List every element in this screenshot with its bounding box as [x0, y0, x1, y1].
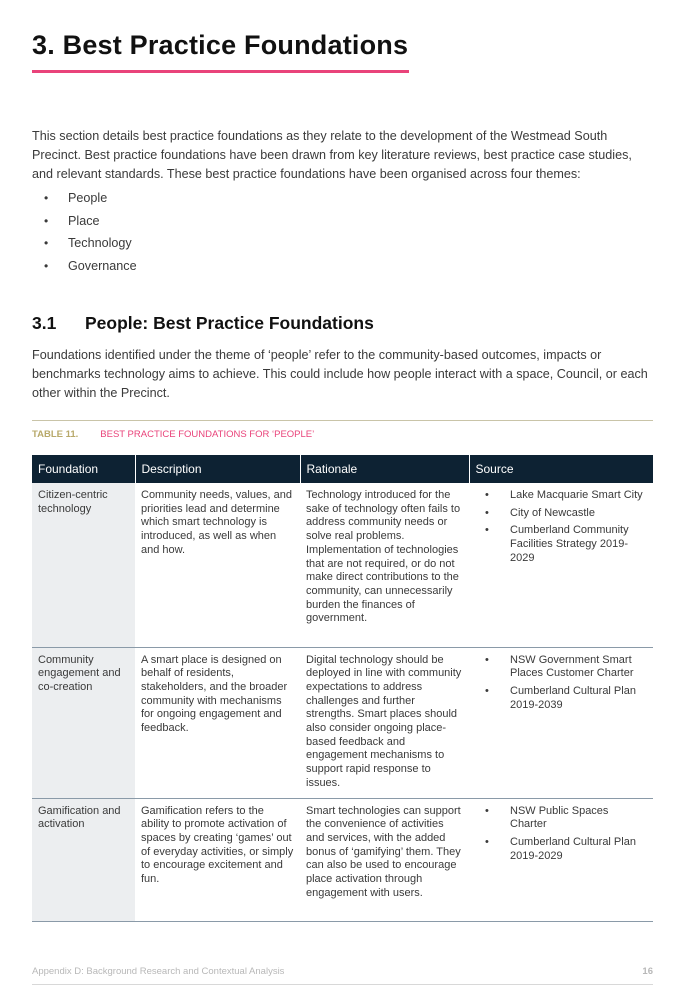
foundation-cell: Gamification and activation — [32, 798, 135, 921]
source-cell — [469, 483, 653, 647]
foundation-cell: Community engagement and co-creation — [32, 647, 135, 798]
intro-paragraph: This section details best practice foundations as they relate to the development of the Westmead South Precinct. Best practice foundations have been drawn from key literature reviews, best practice case studies, and relevant standards. These best practice foundations have been organised across four themes: — [32, 129, 632, 181]
source-item: • NSW Public Spaces Charter — [485, 804, 609, 831]
rationale-cell: Technology introduced for the sake of technology often fails to address community needs or solve real problems. Implementation of technologies that are not required, or do not make direct contributions to the community, can unnecessarily burden the finances of government. — [300, 483, 469, 647]
section-paragraph: Foundations identified under the theme of ‘people’ refer to the community-based outcomes, impacts or benchmarks technology aims to achieve. This could include how people interact with a space, Council, or each other within the Precinct. — [32, 348, 648, 400]
list-item: • Place — [44, 213, 100, 228]
table-caption-title: BEST PRACTICE FOUNDATIONS FOR ‘PEOPLE’ — [100, 429, 315, 440]
bullet-icon: • — [485, 524, 489, 537]
column-header-source: Source — [469, 455, 653, 483]
table-row — [32, 798, 653, 921]
themes-list — [32, 190, 137, 280]
description-cell: Community needs, values, and priorities lead and determine which smart technology is introduced, as well as when and how. — [135, 483, 300, 647]
source-item: • Lake Macquarie Smart City — [485, 489, 643, 501]
table-header-row — [32, 455, 653, 483]
description-cell: A smart place is designed on behalf of residents, stakeholders, and the broader community with mechanisms for ongoing engagement and feedback. — [135, 647, 300, 798]
column-header-foundation: Foundation — [32, 455, 135, 483]
bullet-icon: • — [485, 506, 489, 519]
source-list — [475, 489, 647, 566]
section-heading — [32, 313, 374, 334]
description-cell: Gamification refers to the ability to promote activation of spaces by creating ‘games’ out of everyday activities, or simply to encourage excitement and fun. — [135, 798, 300, 921]
source-item: • City of Newcastle — [485, 506, 595, 519]
source-item: • Cumberland Cultural Plan 2019-2039 — [485, 684, 636, 711]
source-item: • Cumberland Community Facilities Strategy 2019-2029 — [485, 524, 629, 564]
bullet-icon: • — [485, 489, 489, 501]
rationale-cell: Digital technology should be deployed in line with community expectations to address challenges and further strengths. Smart places should also consider ongoing place-based feedback and engagement mechanisms to support rapid response to issues. — [300, 647, 469, 798]
bullet-icon: • — [44, 191, 49, 205]
heading-underline — [32, 70, 409, 73]
section-title: People: Best Practice Foundations — [85, 313, 374, 333]
column-header-rationale: Rationale — [300, 455, 469, 483]
table-row — [32, 483, 653, 647]
bullet-icon: • — [485, 804, 489, 817]
table-caption-label: TABLE 11. — [32, 429, 79, 440]
column-header-description: Description — [135, 455, 300, 483]
bullet-icon: • — [485, 653, 489, 666]
bullet-icon: • — [485, 835, 489, 848]
bullet-icon: • — [44, 258, 49, 273]
list-item: • Technology — [44, 236, 132, 250]
footer-divider — [32, 984, 653, 985]
foundations-table — [32, 455, 653, 922]
source-item: • NSW Government Smart Places Customer Charter — [485, 653, 634, 680]
foundation-cell: Citizen-centric technology — [32, 483, 135, 647]
table-row — [32, 647, 653, 798]
source-cell — [469, 798, 653, 921]
rationale-cell: Smart technologies can support the convenience of activities and services, with the added bonus of ‘gamifying’ them. They can also be used to encourage place activation through engagement with users. — [300, 798, 469, 921]
page-heading: 3. Best Practice Foundations — [32, 30, 409, 60]
section-number: 3.1 — [32, 313, 57, 333]
source-item: • Cumberland Cultural Plan 2019-2029 — [485, 835, 636, 862]
list-item: • Governance — [44, 258, 137, 273]
list-item: • People — [44, 191, 108, 205]
bullet-icon: • — [44, 236, 49, 250]
page-footer: Appendix D: Background Research and Contextual Analysis — [32, 966, 285, 977]
source-list — [475, 805, 647, 864]
bullet-icon: • — [485, 684, 489, 697]
source-list — [475, 654, 647, 713]
source-cell — [469, 647, 653, 798]
caption-divider — [32, 420, 653, 421]
bullet-icon: • — [44, 213, 49, 228]
page-number: 16 — [642, 966, 653, 977]
table-caption — [32, 429, 314, 440]
